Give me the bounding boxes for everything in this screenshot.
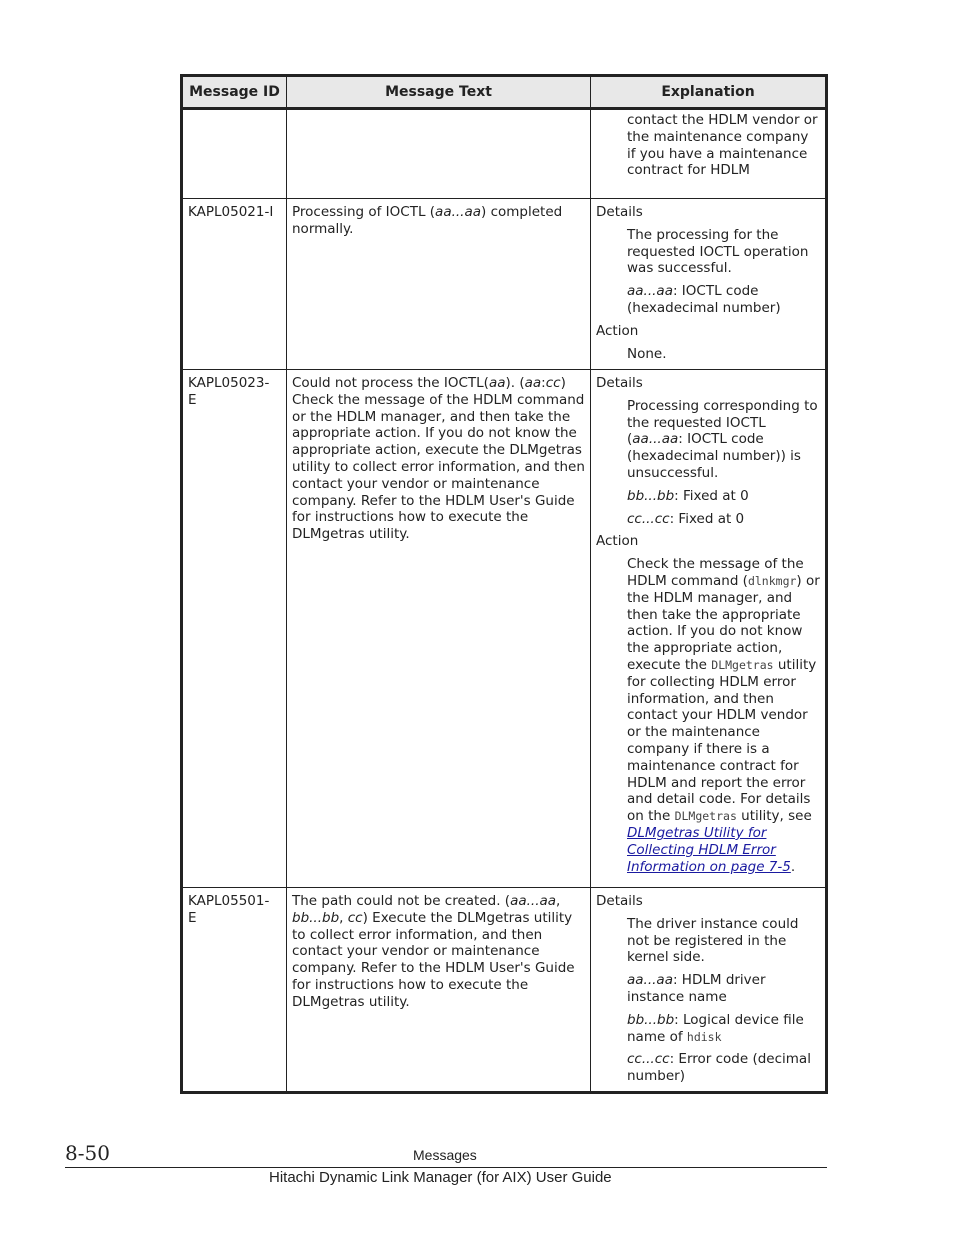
text-part: ). ( [505, 375, 525, 391]
message-text-cell [287, 109, 591, 199]
detail-text [627, 398, 820, 482]
text-part: ) Check the message of the HDLM command or the HDLM manager, and then take the appropriate action. If you do not know the appropriate action, execute the DLMgetras utility to collect error information, and then contact your vendor or maintenance company. Refer to the HDLM User's Guide for instructions how to execute the DLMgetras utility. [292, 375, 585, 543]
variable-text: aa...aa [627, 972, 673, 989]
message-id-cell [182, 888, 287, 1093]
text-part: ) or the HDLM manager, and then take the appropriate action. If you do not know the appropriate action, execute the [627, 572, 820, 673]
variable-text: bb...bb [292, 909, 340, 926]
text-part: , [556, 893, 561, 909]
table-row [182, 109, 827, 199]
id-part: E [188, 909, 197, 926]
text-part: The path could not be created. ( [292, 893, 511, 909]
id-part: E [188, 391, 197, 408]
variable-text: cc [545, 375, 561, 391]
cross-reference-link[interactable]: DLMgetras Utility for Collecting HDLM Error Information on page 7-5 [627, 824, 791, 875]
text-part: : Logical device file name of [627, 1011, 804, 1045]
text-part: Check the message of the HDLM command ( [627, 556, 804, 589]
text-part: Processing corresponding to the requested IOCTL ( [627, 397, 818, 448]
text-part: : Error code (decimal number) [627, 1051, 811, 1085]
variable-text: bb...bb [627, 487, 675, 504]
table-row [182, 199, 827, 370]
text-part: ) completed normally. [292, 204, 563, 237]
detail-text: The processing for the requested IOCTL operation was successful. [627, 226, 809, 277]
footer-guide-title: Hitachi Dynamic Link Manager (for AIX) User Guide [269, 1169, 612, 1186]
messages-table [180, 74, 828, 1094]
text-part: Could not process the IOCTL( [292, 375, 489, 391]
action-text: contact the HDLM vendor or the maintenance company if you have a maintenance contract for HDLM [627, 112, 818, 179]
text-part: utility, see [736, 808, 812, 825]
table-row [182, 370, 827, 888]
detail-text [627, 1051, 820, 1085]
variable-text: aa [488, 375, 506, 391]
command-code: dlnkmgr [747, 573, 797, 588]
table-header-row [182, 76, 827, 109]
details-label: Details [596, 893, 643, 909]
detail-text [627, 511, 820, 528]
text-part: : Fixed at 0 [669, 510, 745, 527]
page-number: 8-50 [65, 1141, 110, 1165]
text-part: : Fixed at 0 [674, 487, 749, 504]
id-part: KAPL05501- [188, 893, 270, 909]
detail-text: The driver instance could not be registered in the kernel side. [627, 915, 799, 966]
message-id-cell [182, 370, 287, 888]
text-part: Processing of IOCTL ( [292, 204, 436, 220]
header-message-id: Message ID [182, 76, 287, 109]
variable-text: aa...aa [435, 204, 482, 220]
detail-text [627, 1012, 820, 1046]
action-label: Action [596, 533, 639, 550]
command-code: DLMgetras [674, 809, 737, 824]
text-part: ) Execute the DLMgetras utility to collect error information, and then contact your vendor or maintenance company. Refer to the HDLM User's Guide for instructions how to execute the DLMgetras utility. [292, 909, 575, 1010]
variable-text: cc [347, 909, 363, 926]
text-part: : [541, 375, 546, 391]
message-id-cell [182, 109, 287, 199]
header-message-text: Message Text [287, 76, 591, 109]
explanation-cell [591, 199, 827, 370]
action-label: Action [596, 322, 639, 339]
footer-section-name: Messages [413, 1147, 477, 1163]
id-part: KAPL05023- [188, 375, 270, 391]
footer-divider [65, 1167, 827, 1168]
message-text-cell [287, 370, 591, 888]
detail-text [627, 972, 820, 1006]
variable-text: aa [524, 375, 542, 391]
action-text: None. [627, 345, 667, 362]
text-part: . [790, 858, 796, 875]
explanation-cell [591, 370, 827, 888]
details-label: Details [596, 204, 643, 220]
message-text-cell [287, 199, 591, 370]
text-part: utility for collecting HDLM error information, and then contact your HDLM vendor or the maintenance company if there is a maintenance contract for HDLM and report the error and detail code. For details on the [627, 656, 817, 825]
variable-text: aa...aa [510, 893, 557, 909]
variable-text: bb...bb [627, 1011, 675, 1028]
table-row [182, 888, 827, 1093]
command-code: DLMgetras [711, 657, 774, 672]
header-explanation: Explanation [591, 76, 827, 109]
message-text-cell [287, 888, 591, 1093]
text-part: , [339, 909, 348, 926]
detail-text [627, 488, 820, 505]
message-id-cell: KAPL05021-I [182, 199, 287, 370]
variable-text: cc...cc [627, 510, 670, 527]
explanation-cell [591, 888, 827, 1093]
text-part: : HDLM driver instance name [627, 972, 766, 1005]
explanation-cell [591, 109, 827, 199]
text-part: : IOCTL code (hexadecimal number)) is unsuccessful. [627, 431, 801, 481]
detail-text [627, 283, 820, 317]
text-part: : IOCTL code (hexadecimal number) [627, 283, 781, 316]
variable-text: aa...aa [627, 283, 673, 300]
command-code: hdisk [686, 1029, 722, 1044]
variable-text: cc...cc [627, 1051, 670, 1068]
action-text [627, 556, 820, 875]
variable-text: aa...aa [632, 431, 679, 448]
details-label: Details [596, 375, 643, 391]
